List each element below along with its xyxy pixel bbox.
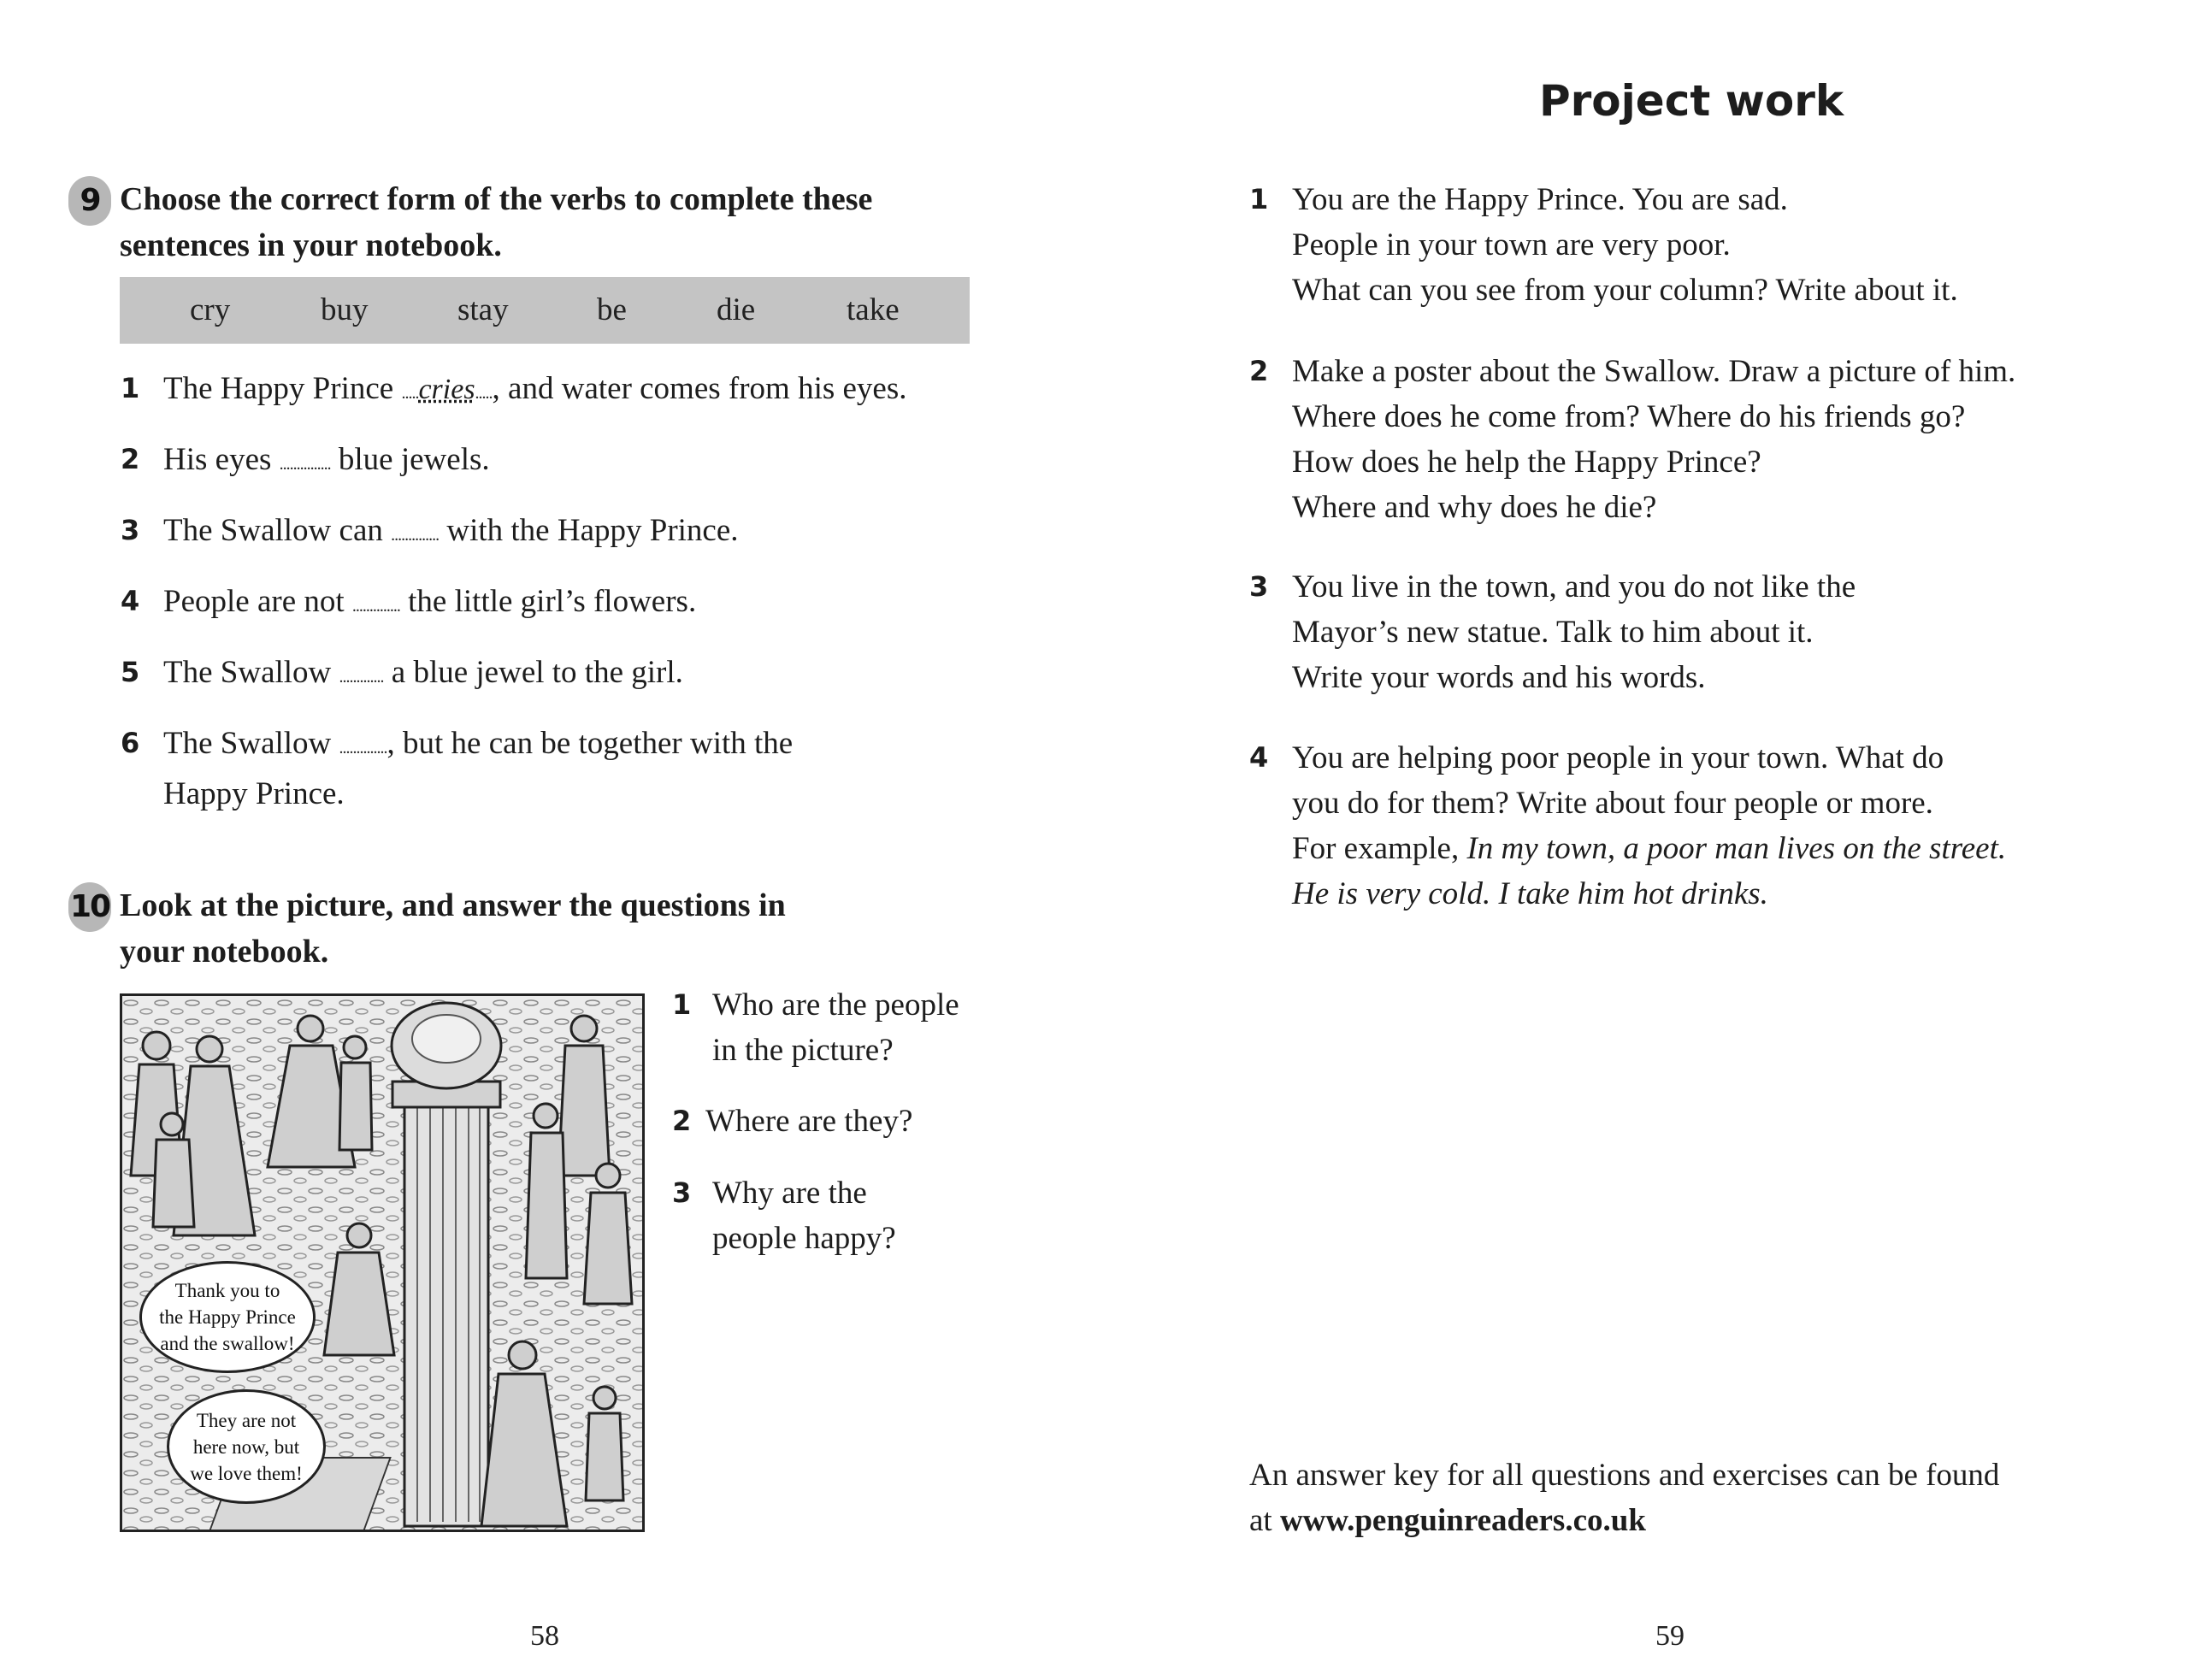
bubble-line: we love them! [190, 1462, 303, 1484]
exercise-10-badge: 10 [68, 882, 111, 932]
page-title: Project work [1539, 76, 1844, 126]
item-line: You are helping poor people in your town. What do [1292, 740, 1944, 775]
exercise-10-instruction [69, 882, 1009, 975]
item-line: Mayor’s new statue. Talk to him about it. [1292, 615, 1814, 650]
bubble-line: They are not [196, 1409, 297, 1431]
exercise-9-badge: 9 [68, 176, 111, 226]
word-take: take [847, 292, 900, 327]
blank-dots: .............. [351, 597, 400, 616]
exercise-10-instruction-line-2: your notebook. [120, 934, 329, 970]
example-text: In my town, a poor man lives on the street. [1466, 831, 2007, 866]
word-stay: stay [457, 292, 509, 327]
sentence-text: blue jewels. [330, 442, 490, 477]
sentence-number: 5 [121, 656, 140, 688]
blank-dots: ..... [401, 384, 419, 403]
bubble-line: here now, but [192, 1435, 300, 1458]
exercise-9-instruction [80, 176, 1009, 268]
sentence-text: a blue jewel to the girl. [383, 655, 683, 690]
sentence-text-line-2: Happy Prince. [163, 776, 345, 811]
question-number: 3 [672, 1176, 692, 1209]
item-line: Where and why does he die? [1292, 490, 1657, 525]
example-answer: cries [418, 374, 475, 405]
exercise-10-question [672, 1170, 896, 1261]
town-square-illustration [120, 993, 645, 1532]
item-number: 4 [1249, 741, 1269, 774]
sentence-text: the little girl’s flowers. [399, 584, 697, 619]
example-lead: For example, [1292, 831, 1467, 866]
item-line: You are the Happy Prince. You are sad. [1292, 182, 1788, 217]
item-number: 3 [1249, 570, 1269, 603]
exercise-10-question [672, 1099, 913, 1144]
project-item [1249, 564, 2147, 700]
project-item [1249, 735, 2147, 917]
blank-dots: ............. [339, 668, 384, 687]
sentence-number: 1 [121, 372, 140, 404]
blank-dots: .............. [339, 739, 387, 757]
exercise-9-sentence [121, 366, 907, 416]
page-number-left: 58 [530, 1620, 559, 1652]
blank-dots: .............. [391, 526, 440, 545]
item-line: What can you see from your column? Write about it. [1292, 273, 1958, 308]
example-text: He is very cold. I take him hot drinks. [1292, 876, 1768, 911]
question-text: Why are the [712, 1176, 867, 1211]
blank-dots: ............... [279, 455, 331, 474]
word-buy: buy [321, 292, 369, 327]
project-item [1249, 349, 2147, 530]
question-number: 1 [672, 988, 692, 1021]
exercise-9-sentence [121, 650, 683, 700]
item-line: People in your town are very poor. [1292, 227, 1731, 262]
right-page [1094, 0, 2189, 1680]
speech-bubble-thanks [139, 1261, 316, 1373]
item-line: Where does he come from? Where do his friends go? [1292, 399, 1966, 434]
question-text-line-2: people happy? [712, 1221, 896, 1256]
item-line: How does he help the Happy Prince? [1292, 445, 1761, 480]
exercise-9-sentence [121, 508, 739, 558]
bubble-line: Thank you to [174, 1280, 280, 1301]
item-number: 1 [1249, 183, 1269, 215]
sentence-text: His eyes [163, 442, 280, 477]
sentence-text: , but he can be together with the [386, 726, 794, 761]
item-example-line [1292, 826, 2147, 871]
question-text: Who are the people [712, 987, 959, 1023]
sentence-text: with the Happy Prince. [439, 513, 739, 548]
answer-key-lead: at [1249, 1503, 1280, 1538]
item-number: 2 [1249, 355, 1269, 387]
sentence-number: 4 [121, 585, 140, 617]
verb-word-box [120, 277, 970, 344]
exercise-9-sentence [121, 579, 697, 629]
sentence-text: The Happy Prince [163, 371, 402, 406]
page-number-right: 59 [1655, 1620, 1685, 1652]
exercise-9-sentence [121, 437, 490, 487]
sentence-text: The Swallow [163, 726, 339, 761]
project-item [1249, 177, 2147, 313]
sentence-number: 2 [121, 443, 140, 475]
word-be: be [597, 292, 627, 327]
sentence-number: 6 [121, 727, 140, 759]
sentence-text: People are not [163, 584, 352, 619]
exercise-9-instruction-line-1: Choose the correct form of the verbs to complete these [120, 181, 873, 217]
item-line: you do for them? Write about four people or more. [1292, 786, 1933, 821]
answer-key-line-1: An answer key for all questions and exercises can be found [1249, 1458, 2000, 1493]
question-number: 2 [672, 1105, 692, 1137]
answer-key-note [1249, 1453, 1999, 1543]
question-text-line-2: in the picture? [712, 1033, 894, 1068]
left-page [0, 0, 1094, 1680]
word-die: die [717, 292, 756, 327]
sentence-text: , and water comes from his eyes. [492, 371, 907, 406]
sentence-number: 3 [121, 514, 140, 546]
answer-key-line-2 [1249, 1498, 1999, 1543]
website-link[interactable]: www.penguinreaders.co.uk [1279, 1503, 1646, 1538]
exercise-10-question [672, 982, 959, 1073]
question-text: Where are they? [705, 1104, 913, 1139]
sentence-text: The Swallow can [163, 513, 392, 548]
item-line: You live in the town, and you do not like the [1292, 569, 1856, 604]
exercise-9-sentence [121, 721, 794, 816]
bubble-line: and the swallow! [160, 1333, 295, 1354]
speech-bubble-love [167, 1389, 326, 1504]
item-line: Write your words and his words. [1292, 660, 1706, 695]
sentence-text: The Swallow [163, 655, 339, 690]
blank-dots: ..... [475, 384, 493, 403]
exercise-9-instruction-line-2: sentences in your notebook. [120, 227, 502, 263]
exercise-10-instruction-line-1: Look at the picture, and answer the questions in [120, 887, 786, 923]
item-line: Make a poster about the Swallow. Draw a picture of him. [1292, 354, 2016, 389]
bubble-line: the Happy Prince [159, 1306, 296, 1328]
word-cry: cry [190, 292, 231, 327]
